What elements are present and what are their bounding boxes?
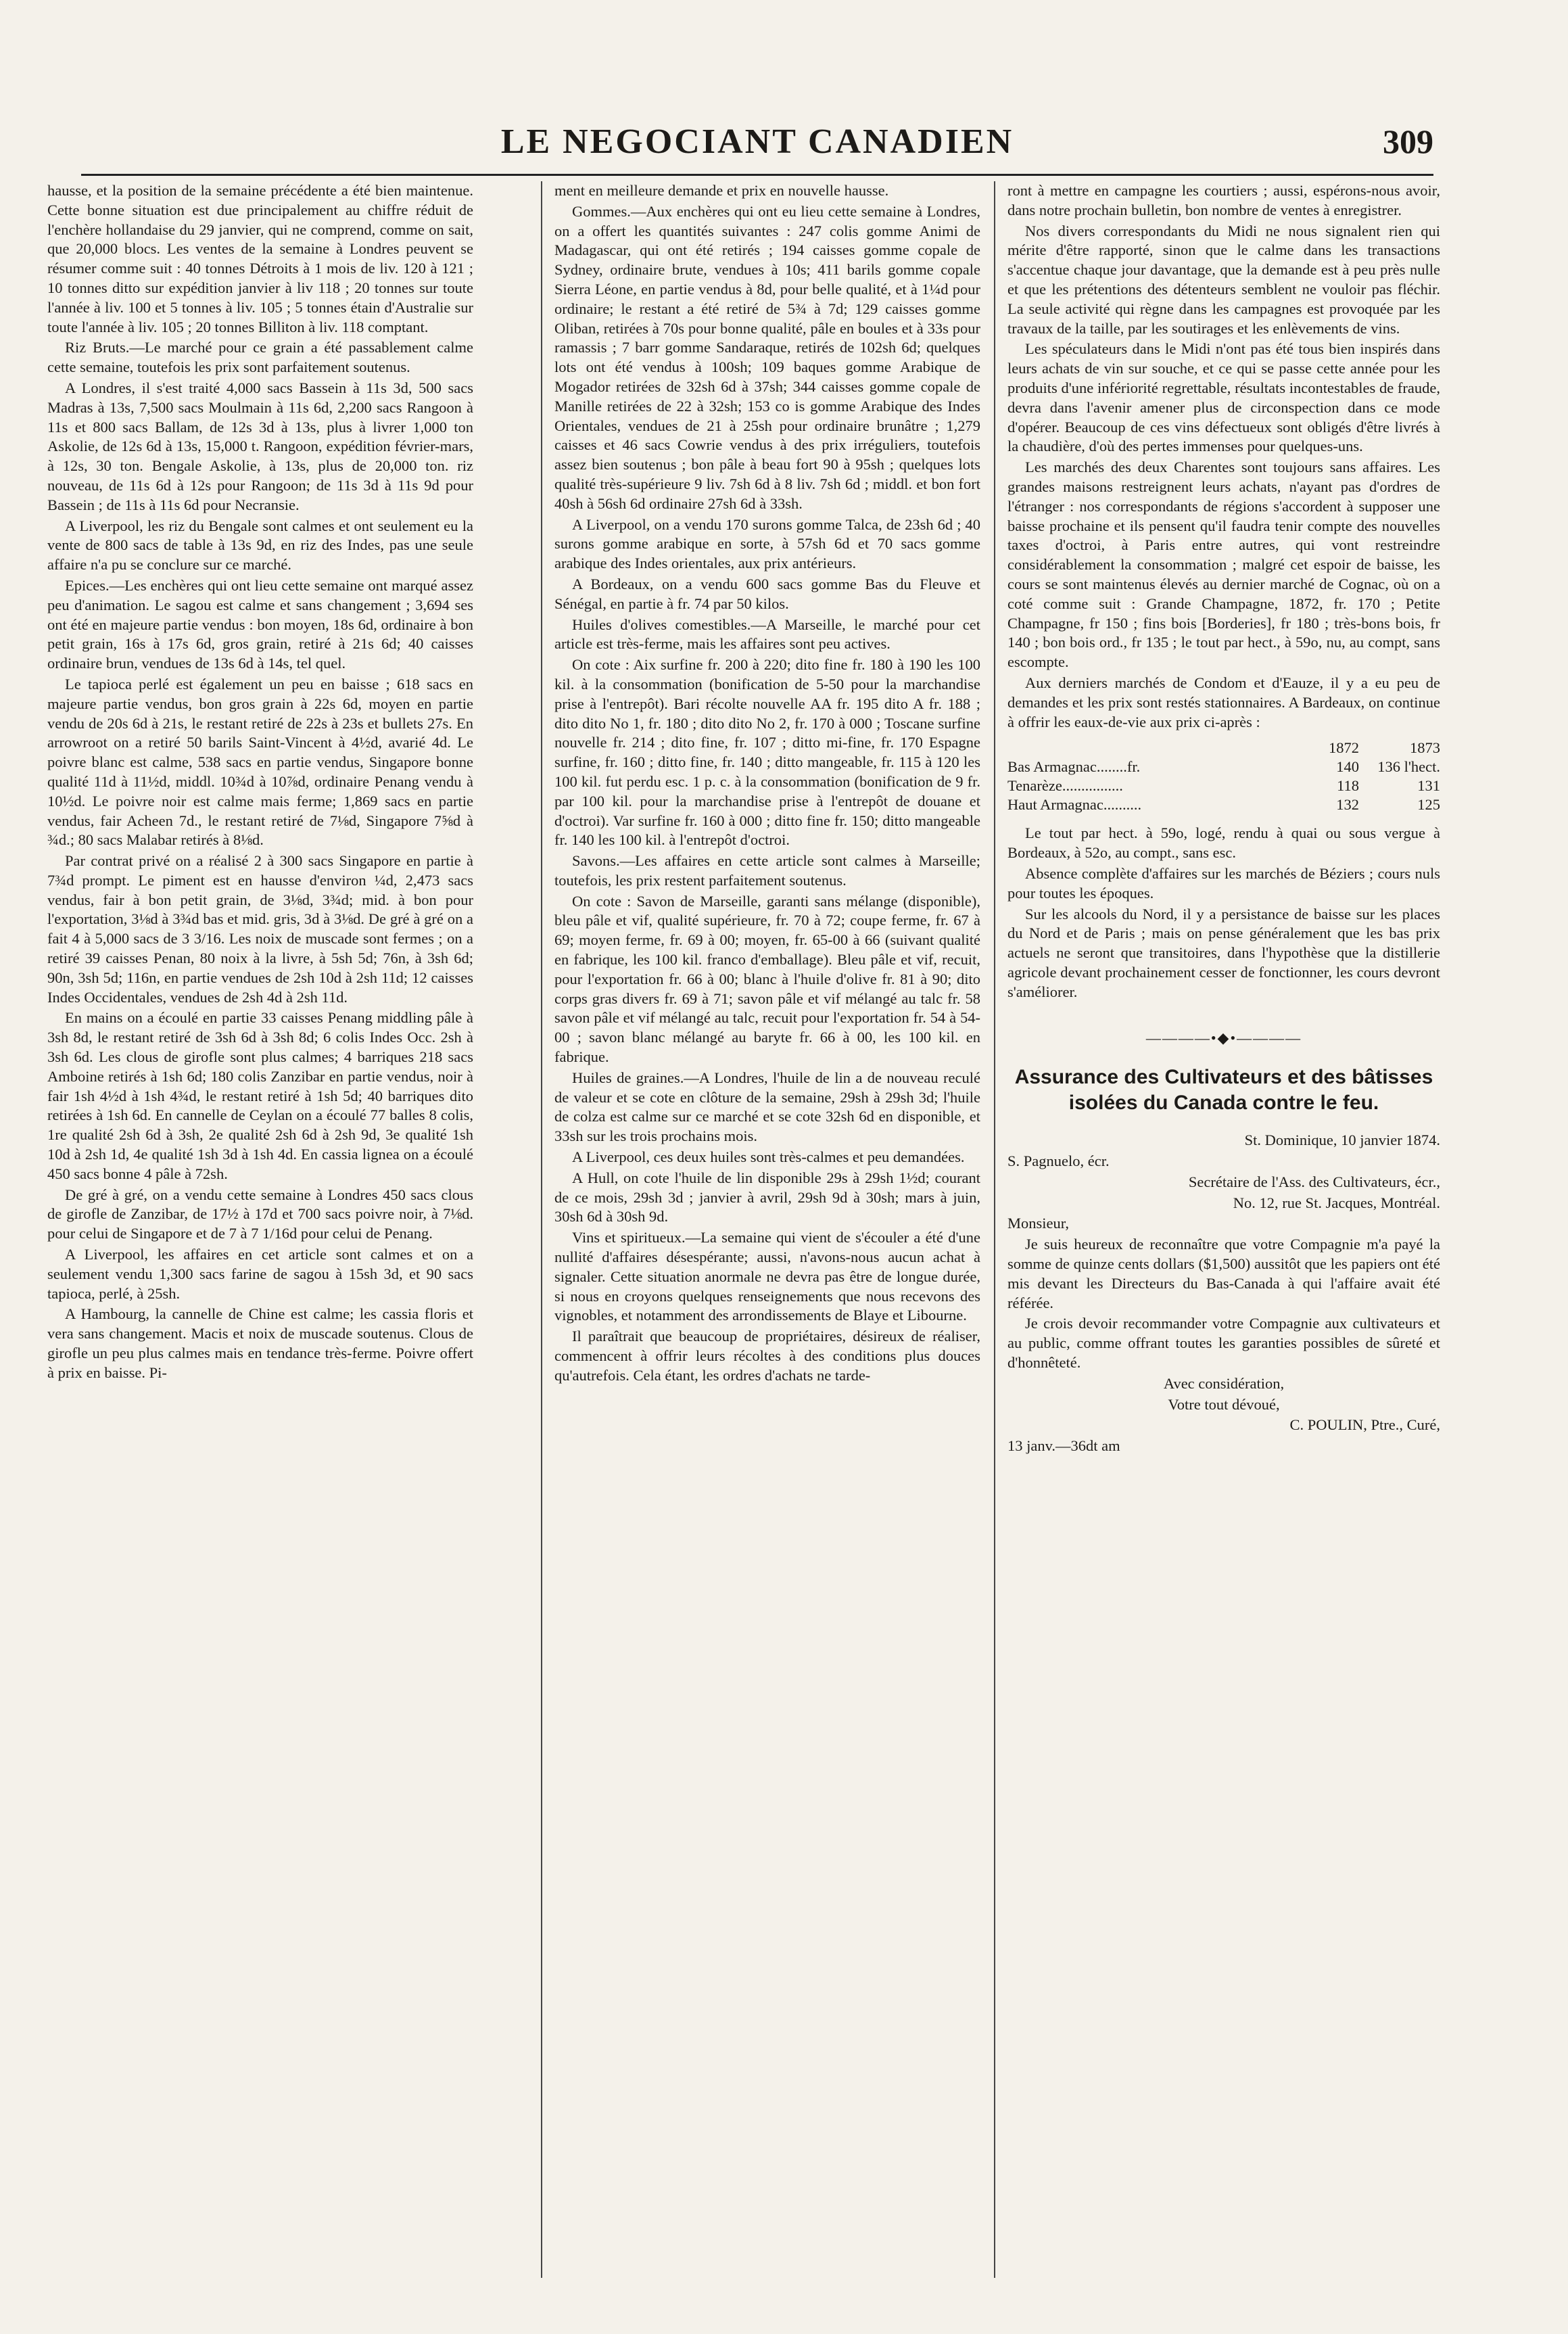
paragraph: Le tout par hect. à 59o, logé, rendu à quai ou sous vergue à Bordeaux, à 52o, au compt., sans esc. bbox=[1007, 824, 1440, 862]
column-divider bbox=[994, 181, 995, 2278]
paragraph: En mains on a écoulé en partie 33 caisses Penang middling pâle à 3sh 8d, le restant retiré de 3sh 6d à 3sh 8d; 6 colis Indes Occ. 2sh à 3sh 6d. Les clous de girofle sont plus calmes; 4 barriques 218 sacs Amboine retirés à 1sh 6d; 180 colis Zanzibar en partie vendus, noir à fair 1sh 4½d à 1sh 4¾d, le restant retiré à 1sh 5d; 40 barriques dito retirées à 1sh 6d. En cannelle de Ceylan on a écoulé 77 balles 8 colis, 1re qualité 2sh 6d à 3sh, 2e qualité 2sh 6d à 2sh 9d, 3e qualité 1sh 10d à 2sh 1d, 4e qualité 1sh 3d à 1sh 4d. En cassia lignea on a écoulé 450 sacs bonne 4 pâle à 72sh. bbox=[47, 1009, 473, 1182]
paragraph: A Hambourg, la cannelle de Chine est calme; les cassia floris et vera sans changement. Macis et noix de muscade soutenus. Clous de girofle un peu plus calmes mais en tendance très-ferme. Poivre offert à prix en baisse. Pi- bbox=[47, 1305, 473, 1381]
paragraph: Les marchés des deux Charentes sont toujours sans affaires. Les grandes maisons restreignent leurs achats, n'ayant pas d'ordres de l'étranger : nos correspondants de régions s'accordent à supposer une baisse prochaine et ils pensent qu'il faudra tenir compte des nouvelles taxes d'octroi, à Paris entre autres, qui vont restreindre considérablement la consommation ; malgré cet espoir de baisse, les cours se sont maintenus élevés au dernier marché de Cognac, où on a coté comme suit : Grande Champagne, 1872, fr. 170 ; Petite Champagne, fr 150 ; fins bois [Borderies], fr 180 ; très-bons bois, fr 140 ; bon bois ord., fr 135 ; le tout par hect., à 59o, nu, au compt, sans escompte. bbox=[1007, 459, 1440, 671]
table-header-row bbox=[1007, 739, 1440, 757]
paragraph: Les spéculateurs dans le Midi n'ont pas été tous bien inspirés dans leurs achats de vin sur souche, et ce qui se passe cette année pour les produits d'une infériorité regrettable, résultats incontestables de fraude, devra dans l'avenir amener plus de circonspection dans ce mode d'opérer. Beaucoup de ces vins défectueux sont obligés d'être livrés à la chaudière, d'où des pertes immenses pour quelques-uns. bbox=[1007, 340, 1440, 455]
paragraph: Aux derniers marchés de Condom et d'Eauze, il y a eu peu de demandes et les prix sont restés stationnaires. A Bardeaux, on continue à offrir les eaux-de-vie aux prix ci-après : bbox=[1007, 674, 1440, 730]
paragraph: A Londres, il s'est traité 4,000 sacs Bassein à 11s 3d, 500 sacs Madras à 13s, 7,500 sacs Moulmain à 11s 6d, 2,200 sacs Rangoon à 11s et 800 sacs Ballam, de 12s 3d à 13s, plus à livrer 1,000 ton Askolie, de 12s 6d à 13s, 15,000 t. Rangoon, expédition février-mars, à 12s, 30 ton. Bengale Askolie, à 13s, plus de 20,000 ton. riz nouveau, de 11s 6d à 12s pour Rangoon; de 11s 3d à 11s 9d pour Bassein ; de 11s à 11s 6d pour Necransie. bbox=[47, 379, 473, 513]
paragraph: Gommes.—Aux enchères qui ont eu lieu cette semaine à Londres, on a offert les quantités suivantes : 247 colis gomme Animi de Madagascar, qui ont été retirés ; 194 caisses gomme copale de Sydney, ordinaire brute, vendues à 10s; 411 barils gomme copale Sierra Léone, en partie vendus à 8d, pour belle qualité, et à 1¼d pour ordinaire; le restant a été retiré de 5¾ à 7d; 129 caisses gomme Oliban, retirées à 70s pour bonne qualité, pâle en boules et à 33s pour ramassis ; 7 barr gomme Sandaraque, retirés de 102sh 6d; quelques lots ont été vendus à 100sh; 109 baques gomme Arabique de Mogador retirées de 32sh 6d à 37sh; 344 caisses gomme copale de Manille retirées de 22 à 32sh; 153 co is gomme Arabique des Indes Orientales, vendues de 21 à 25sh pour ordinaire brunâtre ; 1,279 caisses et 46 sacs Cowrie vendus à des prix irréguliers, toutefois assez bien soutenus ; bon pâle à beau fort 90 à 95sh ; quelques lots qualité très-supérieure 9 liv. 7sh 6d à 8 liv. 7sh 6d ; middl. et bon fort 40sh à 56sh 6d ordinaire 27sh 6d à 33sh. bbox=[554, 202, 980, 512]
table-cell: 140 bbox=[1336, 758, 1359, 776]
table-cell: 131 bbox=[1417, 777, 1440, 795]
table-row bbox=[1007, 757, 1440, 776]
closing: Avec considération, bbox=[1163, 1374, 1285, 1392]
paragraph: Riz Bruts.—Le marché pour ce grain a été passablement calme cette semaine, toutefois les prix sont parfaitement soutenus. bbox=[47, 339, 473, 376]
letter-paragraph: Je suis heureux de reconnaître que votre Compagnie m'a payé la somme de quinze cents dollars ($1,500) aussitôt que les papiers ont été mis devant les Directeurs du Bas-Canada à qui l'affaire avait été référée. bbox=[1007, 1236, 1440, 1311]
table-cell: Bas Armagnac........fr. bbox=[1007, 758, 1141, 776]
notice-title: Assurance des Cultivateurs et des bâtisses isolées du Canada contre le feu. bbox=[1014, 1066, 1433, 1115]
paragraph: hausse, et la position de la semaine précédente a été bien maintenue. Cette bonne situation est due principalement au chiffre réduit de l'enchère hollandaise du 29 janvier, qui ne comprend, comme on sait, que 20,000 blocs. Les ventes de la semaine à Londres peuvent se résumer comme suit : 40 tonnes Détroits à 1 mois de liv. 120 à 121 ; 10 tonnes ditto sur expédition janvier à liv 118 ; 20 tonnes sur toute l'année à liv. 100 et 5 tonnes à liv. 105 ; 5 tonnes étain d'Australie sur toute l'année à liv. 105 ; 20 tonnes Billiton à liv. 118 comptant. bbox=[47, 182, 473, 335]
paragraph: Par contrat privé on a réalisé 2 à 300 sacs Singapore en partie à 7¾d prompt. Le piment est en hausse d'environ ¼d, 2,473 sacs vendus, fair à bon petit grain, de 3⅛d, 3¾d; mid. à bon pour l'exportation, 3⅛d à 3¾d bas et mid. gris, 3d à 3⅛d. De gré à gré on a fait 4 à 5,000 sacs de 3 3/16. Les noix de muscade sont fermes ; on a retiré 39 caisses Penan, 80 noix à la livre, à 5sh 5d; 76n, à 3sh 6d; 90n, 3sh 5d; 116n, en partie vendues de 2sh 10d à 2sh 11d; 12 caisses Indes Occidentales, vendues de 2sh 4d à 2sh 11d. bbox=[47, 852, 473, 1006]
table-cell: Haut Armagnac.......... bbox=[1007, 796, 1142, 814]
table-cell: 125 bbox=[1417, 796, 1440, 814]
table-header: 1872 bbox=[1329, 739, 1359, 757]
table-cell: Tenarèze................ bbox=[1007, 777, 1123, 795]
table-header: 1873 bbox=[1410, 739, 1440, 757]
paragraph: On cote : Savon de Marseille, garanti sans mélange (disponible), bleu pâle et vif, qualité supérieure, fr. 70 à 72; coupe ferme, fr. 67 à 69; moyen ferme, fr. 69 à 00; moyen, fr. 65-00 à 66 (suivant qualité en fabrique, les 100 kil. franco d'emballage). Bleu pâle et vif, recuit, pour l'exportation fr. 66 à 00; blanc à l'huile d'olive fr. 81 à 90; dito corps gras divers fr. 69 à 71; savon pâle et vif mélangé au talc fr. 58 savon pâle et vif mélangé au talc, recuit pour l'exportation fr. 54 à 54-00 ; savon blanc mélangé au baryte fr. 66 à 00, les 100 kil. en fabrique. bbox=[554, 892, 980, 1066]
section-separator: ————•◆•———— bbox=[1145, 1029, 1302, 1047]
paragraph: ment en meilleure demande et prix en nouvelle hausse. bbox=[554, 182, 889, 199]
paragraph: De gré à gré, on a vendu cette semaine à Londres 450 sacs clous de girofle de Zanzibar, de 17½ à 17d et 700 sacs poivre noir, à 7⅛d. pour celui de Singapore et de 7 à 7 1/16d pour celui de Penang. bbox=[47, 1186, 473, 1242]
paragraph: A Hull, on cote l'huile de lin disponible 29s à 29sh 1½d; courant de ce mois, 29sh 3d ; janvier à avril, 29sh 9d à 30sh; mars à juin, 30sh 6d à 30sh 9d. bbox=[554, 1169, 980, 1226]
addressee: S. Pagnuelo, écr. bbox=[1007, 1152, 1110, 1170]
closing: Votre tout dévoué, bbox=[1168, 1395, 1280, 1413]
notice-footer: 13 janv.—36dt am bbox=[1007, 1437, 1120, 1455]
addressee-address: No. 12, rue St. Jacques, Montréal. bbox=[1233, 1194, 1440, 1211]
table-row bbox=[1007, 795, 1440, 814]
salutation: Monsieur, bbox=[1007, 1215, 1069, 1232]
paragraph: Huiles de graines.—A Londres, l'huile de lin a de nouveau reculé de valeur et se cote en clôture de la semaine, 29sh à 29sh 3d; l'huile de colza est calme sur ce marché et se cote 32sh 6d en disponible, et 33sh sur les trois prochains mois. bbox=[554, 1069, 980, 1145]
paragraph: A Liverpool, on a vendu 170 surons gomme Talca, de 23sh 6d ; 40 surons gomme arabique en sorte, à 57sh 6d et 70 sacs gomme arabique des Indes orientales, aux prix antérieurs. bbox=[554, 515, 980, 572]
column-2 bbox=[554, 181, 980, 1387]
header-rule bbox=[81, 174, 1433, 176]
paragraph: Nos divers correspondants du Midi ne nous signalent rien qui mérite d'être rapporté, sinon que le calme dans les transactions s'accentue chaque jour davantage, que la demande est à peu près nulle et que les prétentions des détenteurs semblent ne vouloir pas fléchir. La seule activité qui règne dans les campagnes est provoquée par les travaux de la taille, par les soutirages et les enlèvements de vins. bbox=[1007, 222, 1440, 337]
table-cell: 132 bbox=[1336, 796, 1359, 814]
table-cell: 136 l'hect. bbox=[1377, 758, 1440, 776]
paragraph: ront à mettre en campagne les courtiers ; aussi, espérons-nous avoir, dans notre prochain bulletin, bon nombre de ventes à enregistrer. bbox=[1007, 182, 1440, 218]
column-1 bbox=[47, 181, 473, 1384]
paragraph: On cote : Aix surfine fr. 200 à 220; dito fine fr. 180 à 190 les 100 kil. à la consommation (bonification de 5-50 pour la marchandise prise à l'entrepôt). Bari récolte nouvelle AA fr. 195 dito A fr. 188 ; dito dito No 1, fr. 180 ; dito dito No 2, fr. 170 à 000 ; Toscane surfine nouvelle fr. 214 ; dito fine, fr. 107 ; ditto mi-fine, fr. 170 Espagne surfine, fr. 160 ; ditto fine, fr. 140 ; ditto mangeable, fr. 115 à 120 les 100 kil. fut perdu esc. 1 p. c. à la consommation (bonification de 9 fr. par 100 kil. pour la marchandise prise à l'entrepôt de douane et d'octroi). Var surfine fr. 160 à 000 ; ditto fine fr. 150; ditto mangeable fr. 140 les 100 kil. à l'entrepôt d'octroi. bbox=[554, 656, 980, 849]
paragraph: Il paraîtrait que beaucoup de propriétaires, désireux de réaliser, commencent à offrir leurs récoltes à des conditions plus douces qu'autrefois. Cela étant, les ordres d'achats ne tarde- bbox=[554, 1328, 980, 1384]
paragraph: Epices.—Les enchères qui ont lieu cette semaine ont marqué assez peu d'animation. Le sagou est calme et sans changement ; 3,694 ses ont été en majeure partie vendus : bon moyen, 18s 6d, ordinaire à bon petit grain, 16s à 17s 6d, gros grain, retiré à 21s 6d; 40 caisses ordinaire brun, vendues de 13s 6d à 14s, tel quel. bbox=[47, 576, 473, 672]
page-header bbox=[81, 101, 1433, 176]
paragraph: A Liverpool, les affaires en cet article sont calmes et on a seulement vendu 1,300 sacs farine de sagou à 15sh 3d, et 90 sacs tapioca, perlé, à 25sh. bbox=[47, 1246, 473, 1302]
newspaper-title: LE NEGOCIANT CANADIEN bbox=[500, 122, 1014, 161]
table-cell: 118 bbox=[1337, 777, 1359, 795]
paragraph: A Liverpool, ces deux huiles sont très-calmes et peu demandées. bbox=[572, 1148, 965, 1166]
paragraph: Absence complète d'affaires sur les marchés de Béziers ; cours nuls pour toutes les époques. bbox=[1007, 864, 1440, 902]
paragraph: Le tapioca perlé est également un peu en baisse ; 618 sacs en majeure partie vendus, bon gros grain à 22s 6d, moyen en partie vendu de 20s 6d à 21s, le restant retiré de 22s à 23s et bullets 27s. En arrowroot on a retiré 50 barils Saint-Vincent à 4½d, avarié 4d. Le poivre blanc est calme, 538 sacs en partie vendus, Singapore bonne qualité 11d à 11½d, middl. 10¾d à 10⅞d, ordinaire Penang vendu à 10½d. Le poivre noir est calme mais ferme; 1,869 sacs en partie vendus, fair Acheen 7d., le restant retiré de 7⅛d, Singapore 7⅝d à ¾d.; 80 sacs Malabar retirés à 8⅛d. bbox=[47, 675, 473, 849]
addressee-title: Secrétaire de l'Ass. des Cultivateurs, écr., bbox=[1188, 1173, 1440, 1190]
paragraph: Vins et spiritueux.—La semaine qui vient de s'écouler a été d'une nullité d'affaires désespérante; aussi, n'avons-nous aucun achat à signaler. Cette situation anormale ne devra pas être de longue durée, si nous en croyons quelques renseignements que nous recevons des vignobles, et notamment des arrondissements de Blaye et Libourne. bbox=[554, 1229, 980, 1324]
letter-paragraph: Je crois devoir recommander votre Compagnie aux cultivateurs et au public, comme offrant toutes les garanties possibles de sûreté et d'honnêteté. bbox=[1007, 1315, 1440, 1372]
column-3 bbox=[1007, 181, 1440, 1457]
brandy-price-table bbox=[1007, 739, 1440, 814]
page-number: 309 bbox=[1383, 122, 1433, 160]
table-header bbox=[1007, 739, 1278, 757]
table-row bbox=[1007, 776, 1440, 795]
column-divider bbox=[541, 181, 542, 2278]
paragraph: Sur les alcools du Nord, il y a persistance de baisse sur les places du Nord et de Paris ; mais on pense généralement que les bas prix actuels ne seront que transitoires, dans l'hypothèse que la distillerie agricole devant prochainement cesser de fonctionner, les cours devront s'améliorer. bbox=[1007, 905, 1440, 1000]
paragraph: A Bordeaux, on a vendu 600 sacs gomme Bas du Fleuve et Sénégal, en partie à fr. 74 par 50 kilos. bbox=[554, 575, 980, 612]
dateline: St. Dominique, 10 janvier 1874. bbox=[1244, 1131, 1440, 1149]
paragraph: Savons.—Les affaires en cette article sont calmes à Marseille; toutefois, les prix restent parfaitement soutenus. bbox=[554, 852, 980, 889]
signature: C. POULIN, Ptre., Curé, bbox=[1289, 1416, 1440, 1434]
paragraph: Huiles d'olives comestibles.—A Marseille, le marché pour cet article est très-ferme, mais les affaires sont peu actives. bbox=[554, 615, 980, 653]
paragraph: A Liverpool, les riz du Bengale sont calmes et ont seulement eu la vente de 800 sacs de table à 13s 9d, en riz des Indes, pas une seule affaire n'a pu se conclure sur ce marché. bbox=[47, 517, 473, 574]
